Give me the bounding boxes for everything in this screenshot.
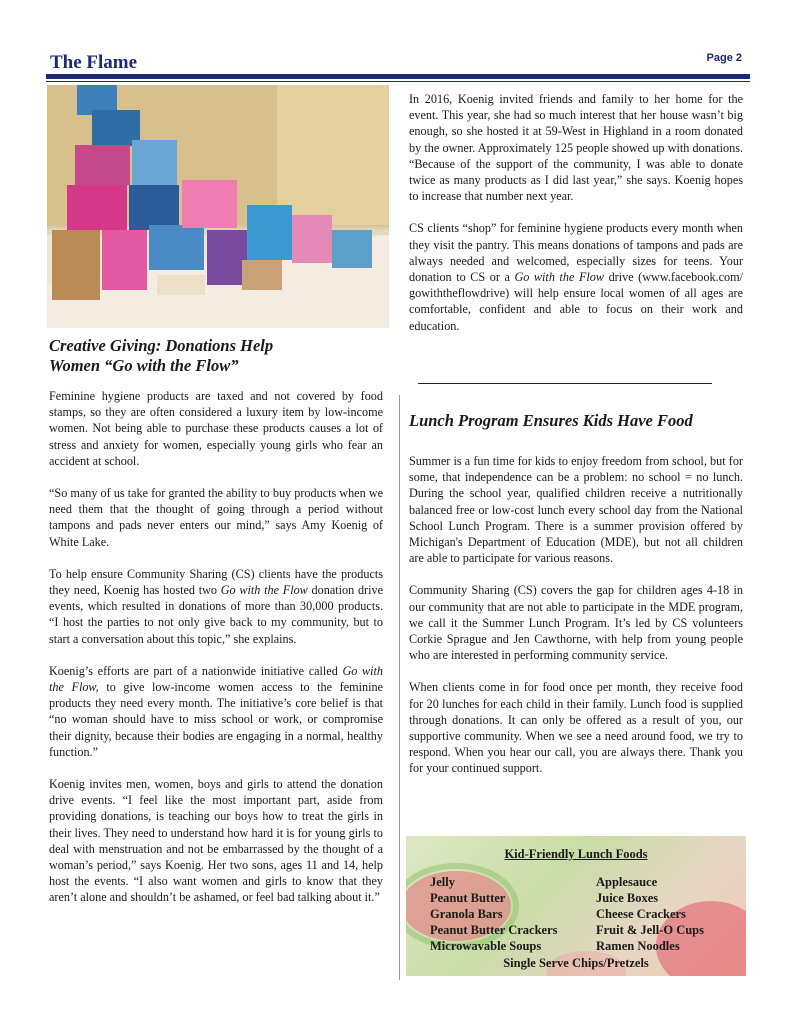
paragraph: When clients come in for food once per month, they receive food for 20 lunches for each child in their family. Lunch food is supplied through donations. It can only be offered as a result of you, our supportive community. When we see a need around food, we try to respond. When you hear our call, you are always there. Thank you for your continued support. — [409, 680, 743, 776]
food-item: Fruit & Jell-O Cups — [596, 923, 704, 937]
paragraph — [49, 663, 383, 760]
text-run: donation drive events, which resulted in donations of more than 30,000 products. “I host the parties to not only give back to my community, but to start a conversation about this topic,” she explains. — [49, 583, 383, 646]
lunch-foods-title: Kid-Friendly Lunch Foods — [504, 847, 648, 861]
headline-line-1: Creative Giving: Donations Help — [49, 336, 274, 355]
paragraph: Feminine hygiene products are taxed and not covered by food stamps, so they are often considered a luxury item by low-income women. Not being able to purchase these products causes a lot of stress and anxiety for women, especially young girls who fear an accident at school. — [49, 389, 383, 468]
paragraph: Community Sharing (CS) covers the gap for children ages 4-18 in our community that are not able to participate in the MDE program, we call it the Summer Lunch Program. It’s led by CS volunteers Corkie Sprague and Jen Cawthorne, with help from young people who are interested in performing community service. — [409, 583, 743, 663]
article-headline: Lunch Program Ensures Kids Have Food — [409, 411, 693, 430]
emphasis: Go with the Flow — [220, 583, 308, 598]
article-donations-continued — [409, 91, 743, 350]
food-item: Microwavable Soups — [430, 939, 542, 953]
food-item: Peanut Butter — [430, 891, 506, 905]
paragraph — [49, 566, 383, 647]
paragraph: “So many of us take for granted the ability to buy products when we need them that the thought of going through a period without tampons and pads never enters our mind,” says Amy Koenig of White Lake. — [49, 486, 383, 549]
masthead-title: The Flame — [50, 52, 138, 73]
text-run: CS clients “shop” for feminine hygiene products every month when they visit the pantry. This means donations of tampons and pads are always needed and welcomed, especially sizes for teens. Your donation to CS or a — [409, 221, 743, 285]
food-item: Juice Boxes — [596, 891, 659, 905]
food-item: Granola Bars — [430, 907, 503, 921]
lunch-foods-box — [406, 836, 746, 976]
article-donations — [49, 336, 383, 922]
paragraph — [409, 220, 743, 333]
food-item: Applesauce — [596, 875, 658, 889]
emphasis: Go with the Flow, — [49, 663, 383, 695]
donation-pile-illustration — [47, 85, 389, 328]
text-run: To help ensure Community Sharing (CS) clients have the products they need, Koenig has hosted two — [49, 566, 383, 598]
food-item: Cheese Crackers — [596, 907, 686, 921]
headline-line-2: Women “Go with the Flow” — [49, 356, 239, 375]
food-item: Jelly — [430, 875, 455, 889]
paragraph: Summer is a fun time for kids to enjoy freedom from school, but for some, that independence can be a problem: no school = no lunch. During the school year, qualified children receive a nutritionally balanced free or low-cost lunch every school day from the National School Lunch Program. There is a summer provision offered by Michigan's Department of Education (MDE), but not all children are able to participate for various reasons. — [409, 454, 743, 566]
article-lunch-program — [409, 411, 743, 793]
masthead-rule — [46, 74, 750, 79]
emphasis: Go with the Flow — [514, 270, 604, 285]
text-run: to give low-income women access to the feminine products they need every month. The initiative’s core belief is that “no woman should have to miss school or work, or compromise their dignity, because their bodies are engaging in a normal, healthy function.” — [49, 680, 383, 759]
section-divider — [418, 383, 712, 384]
text-run: Koenig’s efforts are part of a nationwide initiative called — [49, 663, 343, 678]
food-item: Ramen Noodles — [596, 939, 680, 953]
article-headline — [49, 336, 383, 376]
food-item: Single Serve Chips/Pretzels — [503, 956, 649, 970]
page-number: Page 2 — [706, 52, 742, 64]
column-divider — [399, 395, 400, 980]
text-run: drive (www.facebook.com/ gowiththeflowdrive) will help ensure local women of all ages are comfortable, confident and able to focus on their work and education. — [409, 270, 743, 333]
food-item: Peanut Butter Crackers — [430, 923, 558, 937]
paragraph: Koenig invites men, women, boys and girls to attend the donation drive events. “I feel like the most important part, aside from providing donations, is teaching our boys how to treat the girls in their lives. They need to understand how hard it is for young girls to deal with menstruation and not be embarrassed by the thought of a woman’s period,” says Koenig. Her two sons, ages 11 and 14, help host the events. “I also want women and girls to know that they aren’t alone and shouldn’t be ashamed, or feel bad talking about it.” — [49, 777, 383, 905]
paragraph: In 2016, Koenig invited friends and family to her home for the event. This year, she had so much interest that her house wasn’t big enough, so she hosted it at 59-West in Highland in a room donated by the owner. Approximately 125 people showed up with donations. “Because of the support of the community, I was able to donate twice as many products as I did last year,” she says. Koenig hopes to increase that number next year. — [409, 92, 743, 204]
masthead-rule-thin — [46, 81, 750, 82]
donation-products-photo — [47, 85, 389, 328]
